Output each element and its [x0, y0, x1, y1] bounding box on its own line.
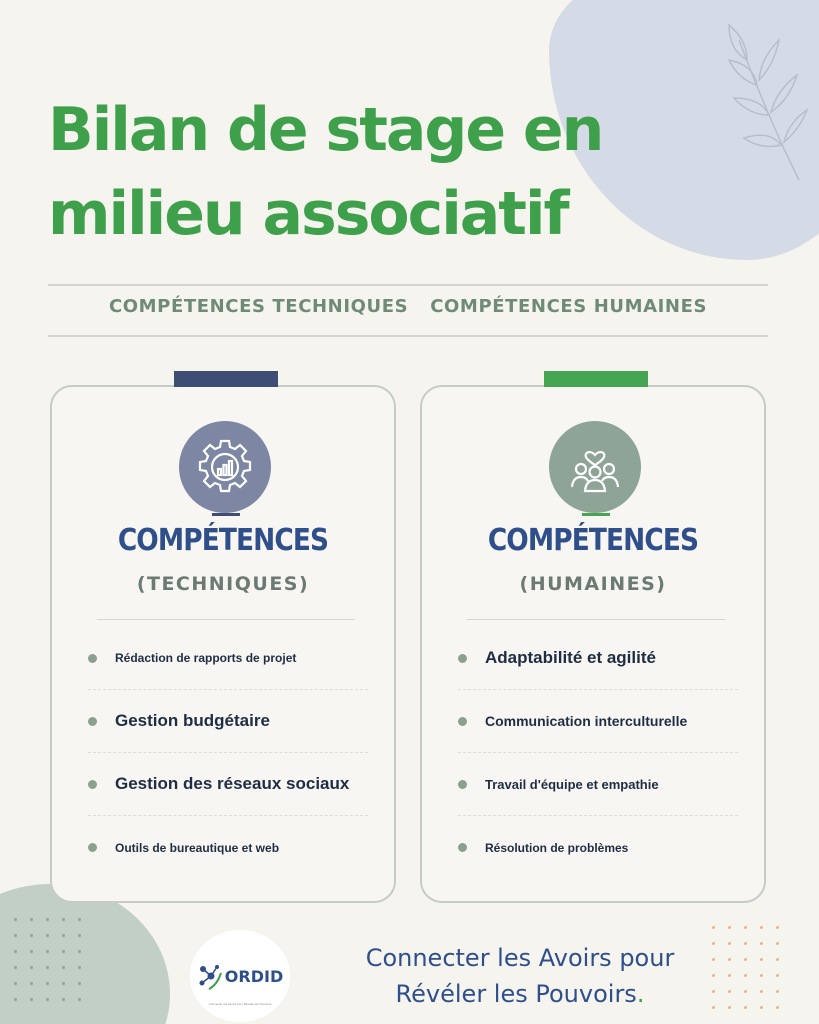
- decorative-dot: [776, 942, 779, 945]
- decorative-dot: [78, 918, 81, 921]
- decorative-dot: [760, 942, 763, 945]
- human-skills-card: [420, 385, 766, 903]
- decorative-dot: [712, 1006, 715, 1009]
- bullet-icon: [88, 654, 97, 663]
- decorative-dot: [760, 958, 763, 961]
- decorative-dot: [744, 926, 747, 929]
- decorative-dot: [62, 966, 65, 969]
- decorative-dot: [30, 998, 33, 1001]
- gear-chart-icon: [179, 421, 271, 513]
- decorative-dot: [78, 966, 81, 969]
- decorative-dot: [760, 1006, 763, 1009]
- decorative-dot: [14, 918, 17, 921]
- human-skills-list: [458, 627, 738, 879]
- bullet-icon: [458, 717, 467, 726]
- decorative-dot: [30, 966, 33, 969]
- list-item: Travail d'équipe et empathie: [458, 753, 738, 816]
- title-line-2: milieu associatif: [48, 179, 568, 249]
- decorative-dot: [728, 942, 731, 945]
- decorative-dot: [46, 998, 49, 1001]
- molecule-icon: [197, 961, 223, 991]
- decorative-dot: [14, 950, 17, 953]
- decorative-dot: [760, 974, 763, 977]
- decorative-dot: [46, 918, 49, 921]
- decorative-dot: [728, 958, 731, 961]
- list-item: Adaptabilité et agilité: [458, 627, 738, 690]
- decorative-dot: [30, 950, 33, 953]
- card-heading: COMPÉTENCES: [487, 523, 699, 558]
- decorative-dot: [46, 966, 49, 969]
- decorative-dot: [30, 918, 33, 921]
- list-item: Résolution de problèmes: [458, 816, 738, 879]
- decorative-dot: [712, 974, 715, 977]
- decorative-dot: [760, 926, 763, 929]
- decorative-dot: [62, 918, 65, 921]
- decorative-dot: [30, 934, 33, 937]
- technical-skills-card: [50, 385, 396, 903]
- decorative-dot: [744, 1006, 747, 1009]
- list-item: Gestion des réseaux sociaux: [88, 753, 368, 816]
- bottom-divider: [48, 335, 768, 337]
- card-heading: COMPÉTENCES: [117, 523, 329, 558]
- decorative-dot: [78, 950, 81, 953]
- decorative-dot: [78, 998, 81, 1001]
- technical-skills-list: [88, 627, 368, 879]
- decorative-dot: [46, 950, 49, 953]
- decorative-dot: [78, 934, 81, 937]
- decorative-dot: [776, 1006, 779, 1009]
- decorative-dot: [712, 942, 715, 945]
- card-subheading: (HUMAINES): [519, 573, 667, 595]
- decorative-dot: [760, 990, 763, 993]
- decorative-dot: [46, 982, 49, 985]
- slogan-line-2: Révéler les Pouvoirs.: [395, 980, 645, 1008]
- ordid-logo[interactable]: [190, 930, 290, 1022]
- card-tab-accent: [544, 371, 648, 387]
- subheading-human: COMPÉTENCES HUMAINES: [430, 296, 708, 317]
- decorative-dot: [744, 942, 747, 945]
- decorative-dot: [712, 990, 715, 993]
- decorative-dot: [728, 1006, 731, 1009]
- decorative-dot: [744, 958, 747, 961]
- top-divider: [48, 284, 768, 286]
- decorative-dot: [776, 990, 779, 993]
- list-item: Communication interculturelle: [458, 690, 738, 753]
- decorative-dot: [744, 974, 747, 977]
- decorative-dot: [62, 982, 65, 985]
- bullet-icon: [458, 654, 467, 663]
- card-divider: [97, 619, 355, 620]
- decorative-dot: [776, 958, 779, 961]
- decorative-dot: [14, 982, 17, 985]
- logo-tagline: Connecter les Avoirs pour Révéler les Pouvoirs: [208, 1002, 272, 1006]
- decorative-dot: [776, 926, 779, 929]
- heading-accent-dash: [582, 513, 610, 516]
- bullet-icon: [458, 780, 467, 789]
- page-title: [48, 88, 648, 256]
- card-tab-accent: [174, 371, 278, 387]
- bullet-icon: [88, 843, 97, 852]
- subheading-technical: COMPÉTENCES TECHNIQUES: [108, 296, 409, 317]
- card-subheading: (TECHNIQUES): [136, 573, 310, 595]
- title-line-1: Bilan de stage en: [48, 95, 603, 165]
- leaf-branch-icon: [699, 20, 809, 190]
- decorative-dot: [62, 950, 65, 953]
- decorative-dot: [30, 982, 33, 985]
- decorative-dot: [14, 998, 17, 1001]
- decorative-dot: [62, 934, 65, 937]
- slogan: [330, 940, 710, 1012]
- logo-text: ORDID: [224, 966, 284, 986]
- subheadings-row: [48, 296, 768, 317]
- bullet-icon: [88, 717, 97, 726]
- heading-accent-dash: [212, 513, 240, 516]
- decorative-dot: [62, 998, 65, 1001]
- decorative-dot: [728, 926, 731, 929]
- bullet-icon: [88, 780, 97, 789]
- decorative-dot: [712, 926, 715, 929]
- decorative-dot: [14, 934, 17, 937]
- decorative-dot: [14, 966, 17, 969]
- decorative-dot: [728, 990, 731, 993]
- bullet-icon: [458, 843, 467, 852]
- decorative-dot: [744, 990, 747, 993]
- decorative-dot: [776, 974, 779, 977]
- decorative-blob-bottom-left: [0, 884, 170, 1024]
- slogan-period: .: [636, 980, 645, 1008]
- list-item: Rédaction de rapports de projet: [88, 627, 368, 690]
- team-heart-icon: [549, 421, 641, 513]
- card-divider: [467, 619, 725, 620]
- decorative-dot: [712, 958, 715, 961]
- list-item: Gestion budgétaire: [88, 690, 368, 753]
- list-item: Outils de bureautique et web: [88, 816, 368, 879]
- slogan-line-1: Connecter les Avoirs pour: [365, 944, 675, 972]
- decorative-dot: [78, 982, 81, 985]
- decorative-dot: [728, 974, 731, 977]
- decorative-dot: [46, 934, 49, 937]
